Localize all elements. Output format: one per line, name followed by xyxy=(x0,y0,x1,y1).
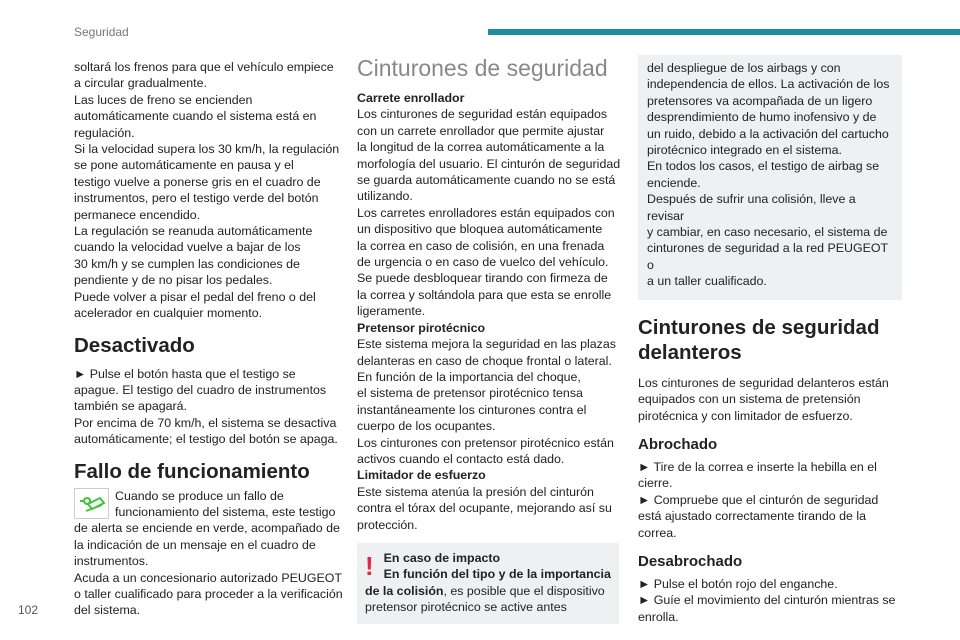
warning-bold: En función del tipo y de la importancia xyxy=(383,567,611,582)
section-title: Seguridad xyxy=(74,25,129,39)
exclamation-icon: ! xyxy=(365,550,374,581)
subheading: Limitador de esfuerzo xyxy=(357,468,486,483)
paragraph: ► Tire de la correa e inserte la hebilla en el cierre. ► Compruebe que el cinturón de seguridad está ajustado correctamente tirando de la correa. xyxy=(638,459,879,540)
page-heading: Cinturones de seguridad xyxy=(357,55,608,81)
paragraph: ► Pulse el botón rojo del enganche. ► Guíe el movimiento del cinturón mientras se enrolla. xyxy=(638,576,896,624)
header-accent-bar xyxy=(488,29,960,35)
warning-text xyxy=(365,583,619,616)
warning-title: En caso de impacto xyxy=(383,550,501,565)
paragraph: ► Pulse el botón hasta que el testigo se apague. El testigo del cuadro de instrumentos también se apagará. Por encima de 70 km/h, el sistema se desactiva automáticamente; el testigo del botón se apaga. xyxy=(74,366,338,447)
heading-desactivado: Desactivado xyxy=(74,333,195,357)
column-2 xyxy=(357,55,627,624)
warning-bold: de la colisión xyxy=(365,583,444,598)
paragraph: del despliegue de los airbags y con independencia de ellos. La activación de los pretensores va acompañada de un ligero desprendimiento de humo inofensivo y de un ruido, debido a la activación del cartucho pirotécnico integrado en el sistema. En todos los casos, el testigo de airbag se enciende. Después de sufrir una colisión, lleve a revisar y cambiar, en caso necesario, el sistema de cinturones de seguridad a la red PEUGEOT o a un taller cualificado. xyxy=(647,61,890,289)
paragraph: Los cinturones de seguridad delanteros están equipados con un sistema de pretensión pirotécnica y con limitador de esfuerzo. xyxy=(638,375,889,423)
warning-lamp-icon xyxy=(74,488,109,519)
heading-fallo: Fallo de funcionamiento xyxy=(74,459,310,483)
subheading: Carrete enrollador xyxy=(357,91,465,105)
heading-desabrochado: Desabrochado xyxy=(638,552,743,570)
heading-abrochado: Abrochado xyxy=(638,435,718,453)
page-number: 102 xyxy=(18,603,39,617)
warning-box xyxy=(357,543,619,624)
column-1 xyxy=(74,59,344,619)
column-3 xyxy=(638,55,902,625)
paragraph: Los cinturones de seguridad están equipados con un carrete enrollador que permite ajustar la longitud de la correa automáticamente a la morfología del usuario. El cinturón de seguridad se guarda automáticamente cuando no se está utilizando. Los carretes enrolladores están equipados con un dispositivo que bloquea automáticamente la correa en caso de colisión, en una frenada de urgencia o en caso de vuelco del vehículo. Se puede desbloquear tirando con firmeza de la correa y soltándola para que esta se enrolle ligeramente. xyxy=(357,107,621,319)
paragraph: Este sistema atenúa la presión del cinturón contra el tórax del ocupante, mejorando así su protección. xyxy=(357,484,612,532)
heading-delanteros: Cinturones de seguridad delanteros xyxy=(638,315,880,364)
paragraph: soltará los frenos para que el vehículo empiece a circular gradualmente. Las luces de freno se encienden automáticamente cuando el sistema está en regulación. Si la velocidad supera los 30 km/h, la regulación se pone automáticamente en pausa y el testigo vuelve a ponerse gris en el cuadro de instrumentos, pero el testigo verde del botón permanece encendido. La regulación se reanuda automáticamente cuando la velocidad vuelve a bajar de los 30 km/h y se cumplen las condiciones de pendiente y de no pisar los pedales. Puede volver a pisar el pedal del freno o del acelerador en cualquier momento. xyxy=(74,60,340,321)
paragraph: de alerta se enciende en verde, acompañado de la indicación de un mensaje en el cuadro de instrumentos. Acuda a un concesionario autorizado PEUGEOT o taller cualificado para proceder a la verificación del sistema. xyxy=(74,521,343,618)
warning-box-continued xyxy=(638,55,902,300)
subheading: Pretensor pirotécnico xyxy=(357,320,486,335)
warning-rest: , es posible que el dispositivo pretensor pirotécnico se active antes xyxy=(365,583,605,615)
paragraph: Este sistema mejora la seguridad en las plazas delanteras en caso de choque frontal o lateral. En función de la importancia del choque, el sistema de pretensor pirotécnico tensa instantáneamente los cinturones contra el cuerpo de los ocupantes. Los cinturones con pretensor pirotécnico están activos cuando el contacto está dado. xyxy=(357,337,616,466)
paragraph: Cuando se produce un fallo de funcionamiento del sistema, este testigo xyxy=(115,488,336,519)
